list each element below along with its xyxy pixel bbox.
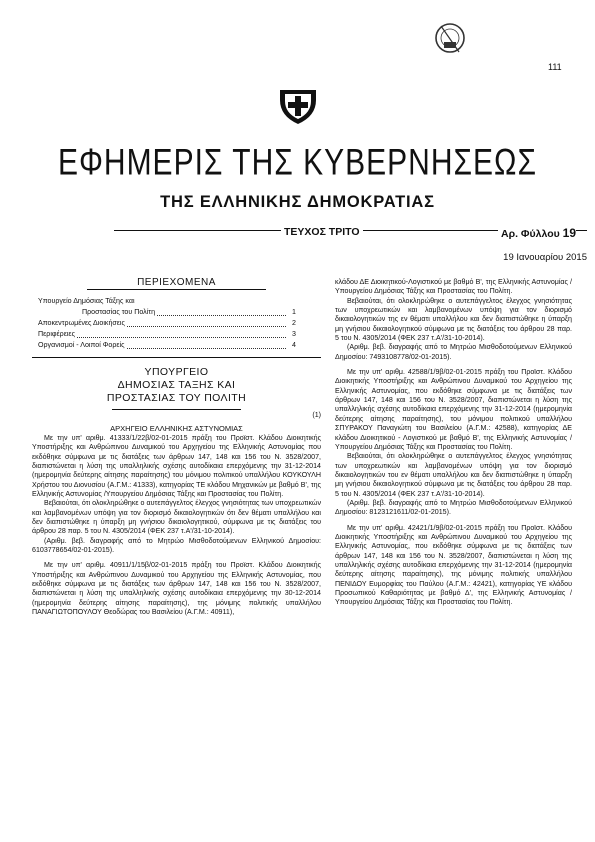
ministry-line: ΔΗΜΟΣΙΑΣ ΤΑΞΗΣ ΚΑΙ: [117, 378, 236, 391]
ministry-line: ΠΡΟΣΤΑΣΙΑΣ ΤΟΥ ΠΟΛΙΤΗ: [106, 391, 247, 404]
sheet-number-label: [498, 226, 576, 240]
toc-leader-dots: [77, 337, 286, 338]
act-reference-number: (1): [312, 411, 321, 420]
body-paragraph: Με την υπ' αριθμ. 42421/1/9β/02-01-2015 πράξη του Προϊστ. Κλάδου Διοικητικής Υποστήριξης και Ανθρώπινου Δυναμικού του Αρχηγείου της Ελληνικής Αστυνομίας, που εκδόθηκε σύμφωνα με τις διατάξεις των άρθρων 147, 148 και 156 του Ν. 3528/2007, διαπιστώνεται η λύση της υπαλληλικής σχέσης αυτοδίκαια επερχόμενης την 31-12-2014 (ημερομηνία δεύτερης αίτησης παραίτησης), της μόνιμης πολιτικής υπαλλήλου ΠΕΝΙΔΟΥ Ευμορφίας του Παύλου (Α.Γ.Μ.: 42421), κατηγορίας ΥΕ κλάδου Προσωπικού Καθαριότητας με βαθμό Δ', της Ελληνικής Αστυνομίας /Υπουργείου Δημόσιας Τάξης και Προστασίας του Πολίτη.: [335, 523, 572, 607]
seal-graphic: [422, 12, 466, 60]
toc-item[interactable]: [38, 340, 296, 351]
toc-leader-dots: [127, 348, 286, 349]
toc-item-label: Οργανισμοί - Λοιποί Φορείς: [38, 341, 125, 350]
toc-item[interactable]: [38, 296, 296, 307]
toc-item[interactable]: [38, 307, 296, 318]
toc-item-label: Αποκεντρωμένες Διοικήσεις: [38, 319, 125, 328]
body-paragraph: (Αριθμ. βεβ. διαγραφής από το Μητρώο Μισθοδοτούμενων Ελληνικού Δημοσίου: 6103778654/02-01-2015).: [32, 536, 321, 554]
right-column: [335, 278, 572, 608]
gazette-subtitle: ΤΗΣ ΕΛΛΗΝΙΚΗΣ ΔΗΜΟΚΡΑΤΙΑΣ: [160, 193, 435, 211]
contents-heading: ΠΕΡΙΕΧΟΜΕΝΑ: [137, 277, 216, 288]
body-paragraph: Με την υπ' αριθμ. 42588/1/9β/02-01-2015 πράξη του Προϊστ. Κλάδου Διοικητικής Υποστήριξης και Ανθρώπινου Δυναμικού του Αρχηγείου της Ελληνικής Αστυνομίας, που εκδόθηκε σύμφωνα με τις διατάξεις των άρθρων 147, 148 και 156 του Ν. 3528/2007, διαπιστώνεται η λύση της υπαλληλικής σχέσης αυτοδίκαια επερχόμενης την 31-12-2014 (ημερομηνία δεύτερης αίτησης παραίτησης), του μόνιμου πολιτικού υπαλλήλου ΣΠΥΡΑΚΟΥ Παναγιώτη του Βασιλείου (Α.Γ.Μ.: 42588), κατηγορίας ΔΕ κλάδου Διοικητικού - Λογιστικού με βαθμό Β', της Ελληνικής Αστυνομίας /Υπουργείου Δημόσιας Τάξης και Προστασίας του Πολίτη.: [335, 368, 572, 451]
toc-item-label: Περιφέρειες: [38, 330, 76, 339]
table-of-contents: [38, 296, 296, 351]
toc-item-label: Προστασίας του Πολίτη: [82, 308, 156, 317]
body-paragraph: Με την υπ' αριθμ. 40911/1/15β/02-01-2015 πράξη του Προϊστ. Κλάδου Διοικητικής Υποστήριξης και Ανθρώπινου Δυναμικού του Αρχηγείου της Ελληνικής Αστυνομίας, που εκδόθηκε σύμφωνα με τις διατάξεις των άρθρων 147, 148 και 156 του Ν. 3528/2007, διαπιστώνεται η λύση της υπαλληλικής σχέσης αυτοδίκαια επερχόμενης την 30-12-2014 (ημερομηνία δεύτερης αίτησης παραίτησης), της μόνιμης πολιτικής υπαλλήλου ΠΑΝΑΓΙΩΤΟΠΟΥΛΟΥ Θεοδώρας του Βασιλείου (Α.Γ.Μ.: 40911),: [32, 561, 321, 616]
toc-item-page: 4: [292, 341, 296, 350]
toc-leader-dots: [157, 315, 286, 316]
page-number: 111: [548, 62, 562, 72]
ministry-rule: [112, 409, 241, 410]
sheet-label: Αρ. Φύλλου: [501, 228, 560, 240]
body-paragraph: Βεβαιούται, ότι ολοκληρώθηκε ο αυτεπάγγελτος έλεγχος γνησιότητας των υποχρεωτικών και λαμβανομένων υπόψη για τον διορισμό δικαιολογητικών της εν θέματι υπαλλήλου και δεν διαπιστώθηκε η ύπαρξη μη γνήσιου δικαιολογητικού σύμφωνα με τις διατάξεις του άρθρου 28 παρ. 5 του Ν. 4305/2014 (ΦΕΚ 237 τ.Α'/31-10-2014).: [335, 296, 572, 343]
body-paragraph: (Αριθμ. βεβ. διαγραφής από το Μητρώο Μισθοδοτούμενων Ελληνικού Δημοσίου: 8123121611/02-01-2015).: [335, 498, 572, 517]
toc-item[interactable]: [38, 318, 296, 329]
ministry-heading: [32, 366, 321, 404]
digital-signature-seal: [422, 12, 466, 60]
greek-coat-of-arms-icon: [276, 84, 320, 128]
sheet-number: 19: [562, 226, 577, 240]
toc-item[interactable]: [38, 329, 296, 340]
issue-label: ΤΕΥΧΟΣ ΤΡΙΤΟ: [281, 226, 363, 238]
toc-item-label: Υπουργείο Δημόσιας Τάξης και: [38, 297, 135, 306]
section-divider: [32, 357, 321, 358]
ministry-line: ΥΠΟΥΡΓΕΙΟ: [144, 366, 209, 379]
body-paragraph: κλάδου ΔΕ Διοικητικού-Λογιστικού με βαθμό Β', της Ελληνικής Αστυνομίας /Υπουργείου Δημόσιας Τάξης και Προστασίας του Πολίτη.: [335, 278, 572, 296]
contents-heading-rule: [87, 289, 266, 290]
gazette-title: ΕΦΗΜΕΡΙΣ ΤΗΣ ΚΥΒΕΡΝΗΣΕΩΣ: [57, 142, 538, 184]
toc-item-page: 1: [292, 308, 296, 317]
toc-item-page: 2: [292, 319, 296, 328]
body-paragraph: Με την υπ' αριθμ. 41333/1/22β/02-01-2015 πράξη του Προϊστ. Κλάδου Διοικητικής Υποστήριξης και Ανθρώπινου Δυναμικού του Αρχηγείου της Ελληνικής Αστυνομίας που εκδόθηκε σύμφωνα με τις διατάξεις των άρθρων 147, 148 και 156 του Ν. 3528/2007, διαπιστώνεται η λύση της υπαλληλικής σχέσης αυτοδίκαια επερχόμενης την 31-12-2014 (ημερομηνία δεύτερης αίτησης παραίτησης) του μόνιμου πολιτικού υπαλλήλου ΚΟΥΚΟΥΛΗ Χρήστου του Διονυσίου (Α.Γ.Μ.: 41333), κατηγορίας ΤΕ κλάδου Μηχανικών με βαθμό Β', της Ελληνικής Αστυνομίας /Υπουργείου Δημόσιας Τάξης και Προστασίας του Πολίτη.: [32, 433, 321, 498]
body-paragraph: Βεβαιούται, ότι ολοκληρώθηκε ο αυτεπάγγελτος έλεγχος γνησιότητας των υποχρεωτικών και λαμβανομένων υπόψη για τον διορισμό δικαιολογητικών ότι δεν θέματι υπαλλήλου και δεν διαπιστώθηκε η ύπαρξη μη γνήσιου δικαιολογητικού, σύμφωνα με τις διατάξεις του άρθρου 28 παρ. 5 του Ν. 4305/2014 (ΦΕΚ 237 τ.Α'/31-10-2014).: [32, 499, 321, 536]
toc-item-page: 3: [292, 330, 296, 339]
issue-date: 19 Ιανουαρίου 2015: [503, 252, 587, 263]
toc-leader-dots: [127, 326, 286, 327]
department-heading: ΑΡΧΗΓΕΙΟ ΕΛΛΗΝΙΚΗΣ ΑΣΤΥΝΟΜΙΑΣ: [110, 424, 243, 434]
body-paragraph: (Αριθμ. βεβ. διαγραφής από το Μητρώο Μισθοδοτούμενων Ελληνικού Δημοσίου: 7493108778/02-01-2015).: [335, 343, 572, 361]
body-paragraph: Βεβαιούται, ότι ολοκληρώθηκε ο αυτεπάγγελτος έλεγχος γνησιότητας των υποχρεωτικών και λαμβανομένων υπόψη για τον διορισμό δικαιολογητικών του εν θέματι υπαλλήλου και δεν διαπιστώθηκε η ύπαρξη μη γνήσιου δικαιολογητικού σύμφωνα με τις διατάξεις του άρθρου 28 παρ. 5 του Ν. 4305/2014 (ΦΕΚ 237 τ.Α'/31-10-2014).: [335, 452, 572, 498]
left-column: [32, 278, 321, 617]
